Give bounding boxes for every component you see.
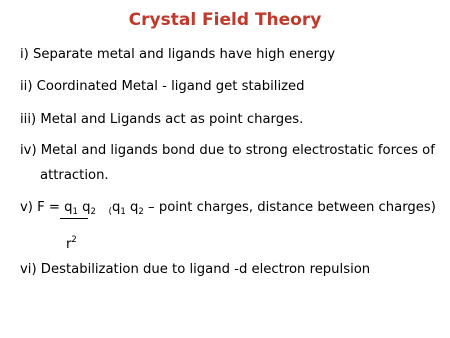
- point-i: i) Separate metal and ligands have high energy: [20, 47, 335, 62]
- formula-suffix: – point charges, distance between charges): [143, 200, 436, 215]
- formula-mid-1: q: [77, 200, 91, 215]
- formula-mid-3: q: [125, 200, 139, 215]
- point-iv-continuation: attraction.: [40, 168, 109, 183]
- denominator-base: r: [66, 237, 72, 252]
- formula-sub-2: 2: [90, 207, 96, 217]
- point-ii: ii) Coordinated Metal - ligand get stabilized: [20, 79, 305, 94]
- formula-denominator: [66, 232, 77, 253]
- slide-title: Crystal Field Theory: [128, 10, 322, 30]
- formula-sub-4: 2: [138, 207, 144, 217]
- formula-mid-2: q: [112, 200, 121, 215]
- denominator-exponent: 2: [71, 235, 77, 245]
- point-iii: iii) Metal and Ligands act as point charges.: [20, 112, 304, 127]
- point-iv: iv) Metal and ligands bond due to strong electrostatic forces of: [20, 143, 435, 158]
- formula-paren: (: [108, 207, 113, 217]
- fraction-bar: [60, 218, 88, 219]
- formula-prefix: v) F = q: [20, 200, 73, 215]
- formula-sub-3: 1: [120, 207, 126, 217]
- point-vi: vi) Destabilization due to ligand -d electron repulsion: [20, 262, 371, 277]
- formula-sub-1: 1: [72, 207, 78, 217]
- point-v-formula: [20, 200, 436, 220]
